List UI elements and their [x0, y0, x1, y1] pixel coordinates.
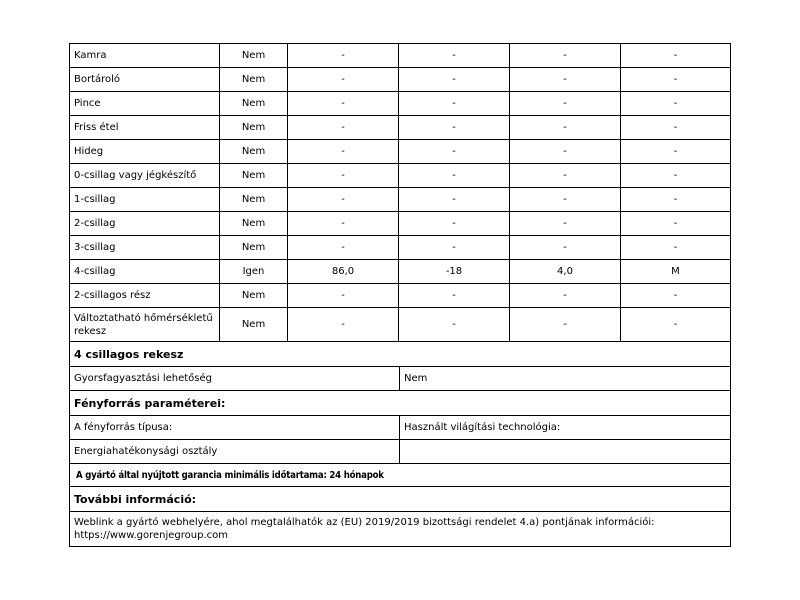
compartment-volume: - — [288, 188, 399, 212]
compartment-present: Igen — [220, 260, 288, 284]
compartment-class: M — [621, 260, 731, 284]
light-type-row — [70, 416, 731, 440]
four-star-section — [69, 342, 731, 547]
compartment-present: Nem — [220, 140, 288, 164]
light-heading-row — [70, 391, 731, 416]
compartment-class: - — [621, 116, 731, 140]
compartment-capacity: - — [510, 44, 621, 68]
compartment-capacity: - — [510, 212, 621, 236]
compartment-temperature: - — [399, 68, 510, 92]
compartment-capacity: - — [510, 116, 621, 140]
energy-class-label: Energiahatékonysági osztály — [70, 440, 400, 464]
compartment-capacity: - — [510, 236, 621, 260]
compartment-volume: - — [288, 68, 399, 92]
compartment-name: 2-csillagos rész — [70, 284, 220, 308]
compartment-present: Nem — [220, 188, 288, 212]
compartment-class: - — [621, 140, 731, 164]
compartment-present: Nem — [220, 116, 288, 140]
compartment-capacity: - — [510, 188, 621, 212]
compartment-name: Változtatható hőmérsékletű rekesz — [70, 308, 220, 342]
more-info-text — [70, 512, 731, 547]
compartment-name: Kamra — [70, 44, 220, 68]
table-row — [70, 44, 731, 68]
compartment-present: Nem — [220, 44, 288, 68]
table-row — [70, 188, 731, 212]
compartment-present: Nem — [220, 212, 288, 236]
compartment-present: Nem — [220, 308, 288, 342]
compartment-class: - — [621, 92, 731, 116]
compartment-temperature: - — [399, 284, 510, 308]
compartment-name: Hideg — [70, 140, 220, 164]
light-heading: Fényforrás paraméterei: — [70, 391, 731, 416]
compartment-capacity: 4,0 — [510, 260, 621, 284]
energy-class-row — [70, 440, 731, 464]
table-row — [70, 92, 731, 116]
compartment-volume: - — [288, 236, 399, 260]
more-info-line1: Weblink a gyártó webhelyére, ahol megtalálhatók az (EU) 2019/2019 bizottsági rendelet 4.a) pontjának információi: — [74, 517, 655, 528]
energy-class-value — [400, 440, 731, 464]
compartment-capacity: - — [510, 92, 621, 116]
compartment-class: - — [621, 308, 731, 342]
compartment-temperature: - — [399, 140, 510, 164]
compartment-volume: - — [288, 116, 399, 140]
compartment-class: - — [621, 164, 731, 188]
compartment-volume: - — [288, 164, 399, 188]
compartment-capacity: - — [510, 164, 621, 188]
more-info-row — [70, 512, 731, 547]
compartment-present: Nem — [220, 164, 288, 188]
compartment-temperature: - — [399, 212, 510, 236]
compartment-volume: - — [288, 284, 399, 308]
compartment-capacity: - — [510, 140, 621, 164]
table-row — [70, 284, 731, 308]
more-info-link[interactable]: https://www.gorenjegroup.com — [74, 530, 228, 541]
warranty-text: A gyártó által nyújtott garancia minimális időtartama: 24 hónapok — [70, 464, 731, 487]
compartment-rows — [70, 44, 731, 342]
compartment-name: 1-csillag — [70, 188, 220, 212]
compartment-volume: 86,0 — [288, 260, 399, 284]
table-row — [70, 260, 731, 284]
compartment-class: - — [621, 236, 731, 260]
compartment-temperature: - — [399, 164, 510, 188]
compartment-capacity: - — [510, 308, 621, 342]
compartment-volume: - — [288, 92, 399, 116]
compartment-name: Friss étel — [70, 116, 220, 140]
table-row — [70, 308, 731, 342]
compartment-class: - — [621, 44, 731, 68]
compartment-name: Pince — [70, 92, 220, 116]
more-info-heading-row — [70, 487, 731, 512]
compartment-name: 2-csillag — [70, 212, 220, 236]
compartment-temperature: - — [399, 188, 510, 212]
compartment-name: 3-csillag — [70, 236, 220, 260]
light-type-label: A fényforrás típusa: — [70, 416, 400, 440]
compartment-present: Nem — [220, 92, 288, 116]
compartment-temperature: - — [399, 236, 510, 260]
four-star-heading: 4 csillagos rekesz — [70, 342, 731, 367]
compartment-temperature: - — [399, 116, 510, 140]
compartment-volume: - — [288, 212, 399, 236]
more-info-heading: További információ: — [70, 487, 731, 512]
table-row — [70, 164, 731, 188]
table-row — [70, 236, 731, 260]
compartment-capacity: - — [510, 284, 621, 308]
compartment-volume: - — [288, 308, 399, 342]
compartment-name: Bortároló — [70, 68, 220, 92]
table-row — [70, 116, 731, 140]
compartment-class: - — [621, 68, 731, 92]
compartment-name: 4-csillag — [70, 260, 220, 284]
compartment-table — [69, 43, 731, 342]
product-info-sheet — [69, 43, 730, 547]
compartment-class: - — [621, 284, 731, 308]
compartment-temperature: - — [399, 44, 510, 68]
compartment-volume: - — [288, 140, 399, 164]
compartment-name: 0-csillag vagy jégkészítő — [70, 164, 220, 188]
compartment-temperature: - — [399, 92, 510, 116]
fast-freeze-value: Nem — [400, 367, 731, 391]
light-tech-label: Használt világítási technológia: — [400, 416, 731, 440]
table-row — [70, 140, 731, 164]
warranty-row — [70, 464, 731, 487]
compartment-temperature: -18 — [399, 260, 510, 284]
compartment-present: Nem — [220, 236, 288, 260]
compartment-present: Nem — [220, 68, 288, 92]
compartment-class: - — [621, 188, 731, 212]
four-star-heading-row — [70, 342, 731, 367]
table-row — [70, 68, 731, 92]
fast-freeze-label: Gyorsfagyasztási lehetőség — [70, 367, 400, 391]
compartment-capacity: - — [510, 68, 621, 92]
compartment-present: Nem — [220, 284, 288, 308]
compartment-temperature: - — [399, 308, 510, 342]
table-row — [70, 212, 731, 236]
compartment-volume: - — [288, 44, 399, 68]
compartment-class: - — [621, 212, 731, 236]
fast-freeze-row — [70, 367, 731, 391]
